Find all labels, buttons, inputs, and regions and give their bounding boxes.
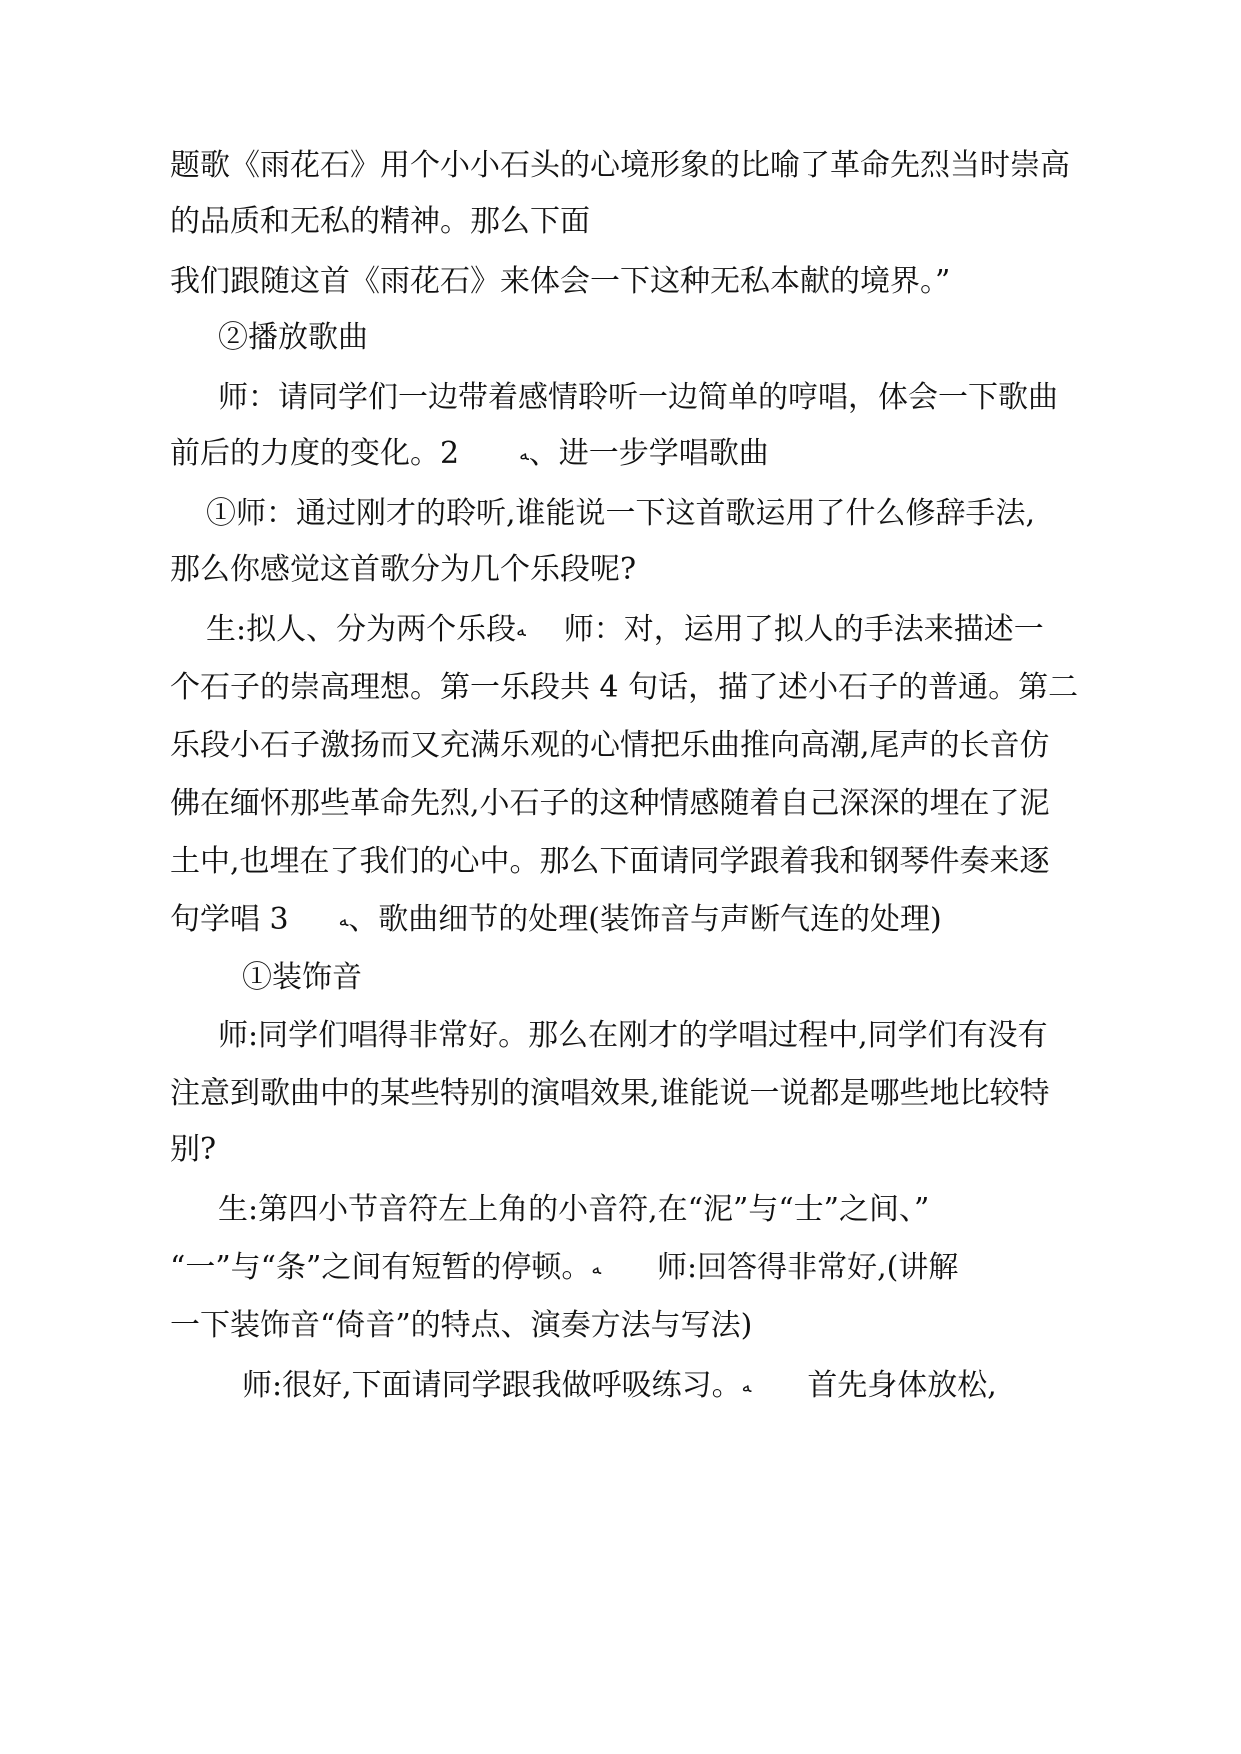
text-line: 那么你感觉这首歌分为几个乐段呢? [170,552,637,587]
text-line [170,1248,958,1289]
text-line: ①师：通过刚才的聆听,谁能说一下这首歌运用了什么修辞手法, [206,496,1036,531]
text-line: 乐段小石子激扬而又充满乐观的心情把乐曲推向高潮,尾声的长音仿 [170,728,1050,763]
text-segment: “一”与“条”之间有短暂的停顿。 [170,1250,592,1285]
text-segment: 师:很好,下面请同学跟我做呼吸练习。 [242,1368,742,1403]
text-line [206,610,1044,651]
text-line: 我们跟随这首《雨花石》来体会一下这种无私本献的境界。” [170,264,951,299]
bullet-marker: ﻪ [741,1376,752,1397]
text-line: 题歌《雨花石》用个小小石头的心境形象的比喻了革命先烈当时崇高 [170,148,1070,183]
bullet-marker: ﻪ [516,620,526,641]
text-segment: 师：对，运用了拟人的手法来描述一 [563,612,1044,647]
bullet-marker: ﻪ [519,444,529,465]
text-line: 生:第四小节音符左上角的小音符,在“泥”与“士”之间、” [218,1192,930,1227]
text-segment: 句学唱 3 [170,902,289,937]
text-segment: 、歌曲细节的处理(装饰音与声断气连的处理) [348,902,942,937]
bullet-marker: ﻪ [591,1258,602,1279]
text-line: 个石子的崇高理想。第一乐段共 4 句话，描了述小石子的普通。第二 [170,670,1079,705]
text-line: 注意到歌曲中的某些特别的演唱效果,谁能说一说都是哪些地比较特 [170,1076,1050,1111]
bullet-marker: ﻪ [338,910,349,931]
text-segment: 首先身体放松, [807,1368,997,1403]
section-heading: ①装饰音 [242,960,362,995]
text-segment: 生:拟人、分为两个乐段 [206,612,517,647]
text-segment: 师:回答得非常好,(讲解 [657,1250,959,1285]
text-line [170,434,769,475]
text-line: 师：请同学们一边带着感情聆听一边简单的哼唱，体会一下歌曲 [218,380,1058,415]
text-line: 别? [170,1132,217,1167]
text-line: 的品质和无私的精神。那么下面 [170,204,590,239]
text-segment: 、进一步学唱歌曲 [528,436,769,471]
section-heading: ②播放歌曲 [218,320,368,355]
text-line [242,1366,997,1407]
text-line: 土中,也埋在了我们的心中。那么下面请同学跟着我和钢琴件奏来逐 [170,844,1050,879]
text-line [170,900,942,941]
text-line: 佛在缅怀那些革命先烈,小石子的这种情感随着自己深深的埋在了泥 [170,786,1050,821]
text-line: 师:同学们唱得非常好。那么在刚才的学唱过程中,同学们有没有 [218,1018,1048,1053]
text-line: 一下装饰音“倚音”的特点、演奏方法与写法) [170,1308,753,1343]
text-segment: 前后的力度的变化。2 [170,436,460,471]
